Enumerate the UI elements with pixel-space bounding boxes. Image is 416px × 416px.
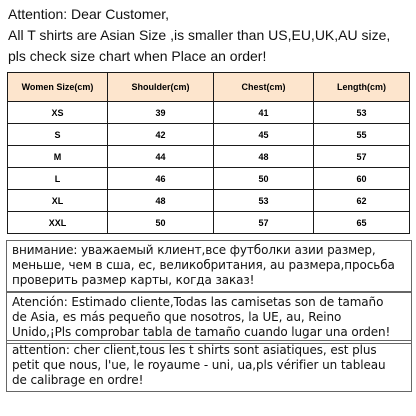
column-header-length: Length(cm) xyxy=(314,73,410,102)
spanish-notice-box xyxy=(6,292,412,344)
russian-notice-box xyxy=(6,240,412,292)
cell-length: 53 xyxy=(314,102,410,124)
cell-length: 62 xyxy=(314,190,410,212)
notice-line: petit que nous, l'ue, le royaume - uni, ua,pls vérifier un tableau xyxy=(12,358,386,372)
cell-length: 57 xyxy=(314,146,410,168)
cell-chest: 41 xyxy=(214,102,314,124)
notice-line: de Asia, es más pequeño que nosotros, la UE, au, Reino xyxy=(12,310,342,324)
cell-length: 65 xyxy=(314,212,410,234)
table-header-row xyxy=(8,73,410,102)
header-line-1: Attention: Dear Customer, xyxy=(8,6,170,22)
column-header-shoulder: Shoulder(cm) xyxy=(108,73,214,102)
cell-shoulder: 42 xyxy=(108,124,214,146)
cell-size: M xyxy=(8,146,108,168)
notice-line: меньше, чем в сша, ес, великобритания, au размера,просьба xyxy=(12,258,395,272)
table-row xyxy=(8,146,410,168)
notice-line: Unido,¡Pls comprobar tabla de tamaño cuando lugar una orden! xyxy=(12,325,391,339)
cell-size: XXL xyxy=(8,212,108,234)
cell-length: 55 xyxy=(314,124,410,146)
table-row xyxy=(8,190,410,212)
size-chart-table xyxy=(7,72,410,234)
notice-line: attention: cher client,tous les t shirts sont asiatiques, est plus xyxy=(12,343,377,357)
header-line-2: All T shirts are Asian Size ,is smaller than US,EU,UK,AU size, xyxy=(8,27,391,43)
cell-size: L xyxy=(8,168,108,190)
column-header-size: Women Size(cm) xyxy=(8,73,108,102)
cell-chest: 48 xyxy=(214,146,314,168)
cell-size: XL xyxy=(8,190,108,212)
table-row xyxy=(8,168,410,190)
notice-line: внимание: уважаемый клиент,все футболки азии размер, xyxy=(12,243,376,257)
cell-size: XS xyxy=(8,102,108,124)
notice-line: проверить размер карты, когда заказ! xyxy=(12,273,255,287)
attention-header xyxy=(8,4,412,67)
notice-line: Atención: Estimado cliente,Todas las camisetas son de tamaño xyxy=(12,295,384,309)
cell-shoulder: 48 xyxy=(108,190,214,212)
cell-chest: 53 xyxy=(214,190,314,212)
table-row xyxy=(8,102,410,124)
cell-shoulder: 39 xyxy=(108,102,214,124)
notice-line: de calibrage en ordre! xyxy=(12,373,144,387)
column-header-chest: Chest(cm) xyxy=(214,73,314,102)
cell-chest: 57 xyxy=(214,212,314,234)
cell-size: S xyxy=(8,124,108,146)
french-notice-box xyxy=(6,340,412,392)
cell-chest: 50 xyxy=(214,168,314,190)
cell-length: 60 xyxy=(314,168,410,190)
header-line-3: pls check size chart when Place an order! xyxy=(8,48,267,64)
cell-shoulder: 50 xyxy=(108,212,214,234)
cell-shoulder: 46 xyxy=(108,168,214,190)
cell-chest: 45 xyxy=(214,124,314,146)
cell-shoulder: 44 xyxy=(108,146,214,168)
table-row xyxy=(8,124,410,146)
table-row xyxy=(8,212,410,234)
